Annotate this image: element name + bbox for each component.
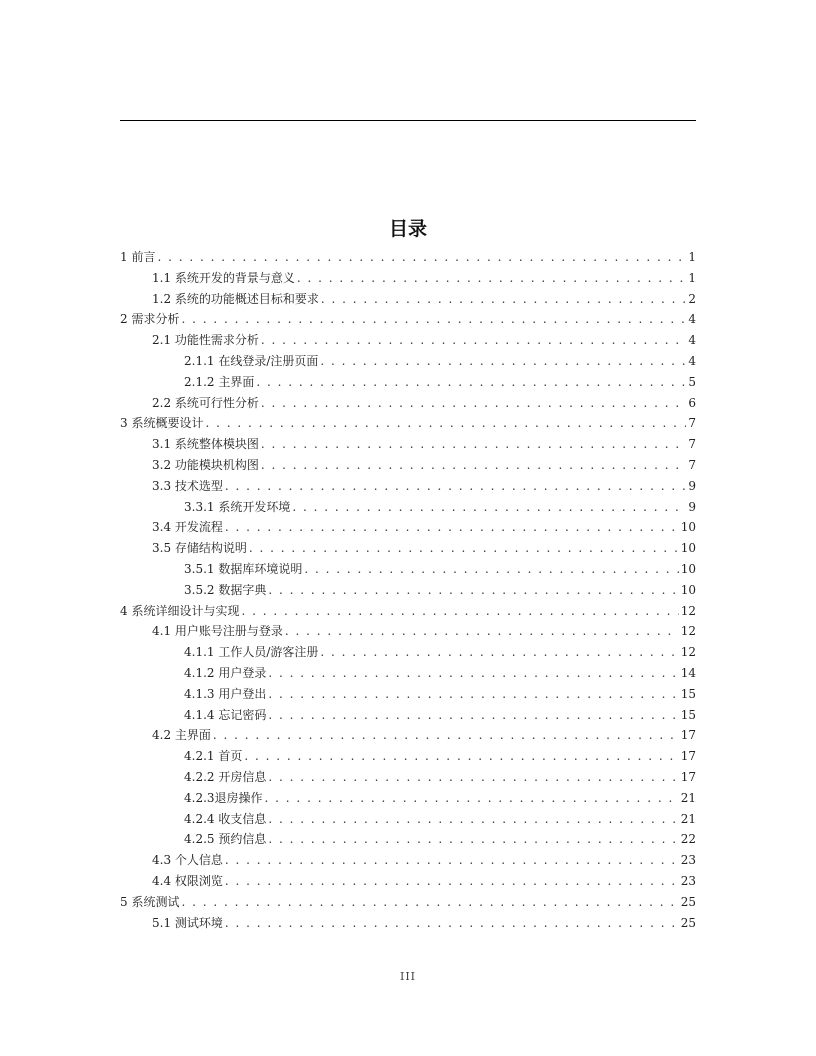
toc-entry[interactable] [120, 643, 696, 664]
toc-dot-leader [261, 396, 686, 410]
toc-dot-leader [244, 749, 678, 763]
toc-dot-leader [320, 645, 678, 659]
toc-dot-leader [225, 479, 686, 493]
toc-dot-leader [205, 416, 686, 430]
toc-entry-page: 10 [680, 561, 696, 576]
toc-entry[interactable] [120, 602, 696, 623]
toc-entry-page: 4 [688, 333, 696, 348]
toc-dot-leader [225, 853, 679, 867]
toc-entry[interactable] [120, 435, 696, 456]
toc-entry[interactable] [120, 810, 696, 831]
toc-entry-title: 5 系统测试 [120, 894, 180, 909]
toc-entry-title: 3 系统概要设计 [120, 416, 204, 431]
toc-entry-title: 1.1 系统开发的背景与意义 [152, 270, 295, 285]
toc-dot-leader [261, 458, 686, 472]
toc-entry-page: 7 [688, 416, 696, 431]
toc-entry[interactable] [120, 539, 696, 560]
toc-dot-leader [261, 333, 686, 347]
toc-entry-page: 7 [688, 437, 696, 452]
toc-entry-title: 4.2 主界面 [152, 728, 211, 743]
toc-entry[interactable] [120, 269, 696, 290]
toc-title: 目录 [388, 218, 427, 240]
toc-entry[interactable] [120, 331, 696, 352]
toc-entry[interactable] [120, 789, 696, 810]
toc-entry-title: 2.1 功能性需求分析 [152, 333, 259, 348]
toc-entry-title: 5.1 测试环境 [152, 915, 223, 930]
toc-entry-page: 10 [680, 582, 696, 597]
toc-entry-page: 23 [680, 873, 696, 888]
toc-entry-page: 15 [680, 707, 696, 722]
toc-entry-page: 1 [688, 250, 696, 264]
toc-entry[interactable] [120, 373, 696, 394]
toc-entry[interactable] [120, 290, 696, 311]
toc-entry[interactable] [120, 893, 696, 914]
toc-entry[interactable] [120, 664, 696, 685]
toc-entry-page: 17 [680, 769, 696, 784]
toc-entry-page: 25 [680, 915, 696, 930]
toc-dot-leader [268, 770, 678, 784]
toc-entry[interactable] [120, 851, 696, 872]
toc-entry-title: 2 需求分析 [120, 312, 180, 327]
toc-dot-leader [225, 916, 679, 930]
toc-entry-page: 2 [688, 291, 696, 306]
toc-entry-title: 2.1.1 在线登录/注册页面 [184, 353, 319, 368]
toc-entry-title: 4.2.5 预约信息 [184, 832, 267, 847]
toc-dot-leader [304, 562, 678, 576]
toc-dot-leader [268, 708, 678, 722]
toc-entry-page: 21 [680, 811, 696, 826]
toc-entry-page: 9 [688, 499, 696, 514]
toc-entry-title: 3.1 系统整体模块图 [152, 437, 259, 452]
toc-dot-leader [268, 812, 678, 826]
toc-entry-page: 21 [680, 790, 696, 805]
toc-entry-page: 10 [680, 541, 696, 556]
toc-entry-title: 1.2 系统的功能概述目标和要求 [152, 291, 319, 306]
toc-dot-leader [268, 583, 678, 597]
toc-dot-leader [181, 895, 678, 909]
toc-entry-page: 12 [680, 645, 696, 660]
toc-entry[interactable] [120, 394, 696, 415]
toc-entry[interactable] [120, 768, 696, 789]
toc-entry[interactable] [120, 685, 696, 706]
toc-dot-leader [285, 624, 679, 638]
toc-entry[interactable] [120, 498, 696, 519]
toc-entry-page: 1 [688, 270, 696, 285]
toc-entry[interactable] [120, 560, 696, 581]
toc-entry-title: 3.2 功能模块机构图 [152, 457, 259, 472]
toc-dot-leader [181, 312, 686, 326]
toc-dot-leader [256, 375, 686, 389]
toc-entry[interactable] [120, 414, 696, 435]
toc-entry-title: 4.3 个人信息 [152, 853, 223, 868]
toc-entry-page: 10 [680, 520, 696, 535]
toc-entry-page: 22 [680, 832, 696, 847]
toc-dot-leader [213, 728, 679, 742]
toc-dot-leader [321, 292, 686, 306]
toc-dot-leader [268, 666, 678, 680]
toc-entry[interactable] [120, 747, 696, 768]
toc-entry[interactable] [120, 352, 696, 373]
toc-dot-leader [249, 541, 679, 555]
page-number: III [399, 970, 417, 983]
toc-entry-page: 12 [680, 603, 696, 618]
toc-entry-page: 23 [680, 853, 696, 868]
toc-dot-leader [297, 271, 686, 285]
toc-entry-page: 9 [688, 478, 696, 493]
toc-entry[interactable] [120, 872, 696, 893]
toc-entry-title: 4.4 权限浏览 [152, 873, 223, 888]
toc-entry-title: 3.3 技术选型 [152, 478, 223, 493]
toc-entry-page: 5 [688, 374, 696, 389]
toc-dot-leader [157, 250, 686, 264]
toc-entry-page: 25 [680, 894, 696, 909]
toc-entry-page: 7 [688, 457, 696, 472]
toc-entry-title: 4.1.3 用户登出 [184, 686, 267, 701]
toc-dot-leader [225, 874, 679, 888]
toc-entry-title: 4.1 用户账号注册与登录 [152, 624, 283, 639]
toc-entry[interactable] [120, 518, 696, 539]
toc-dot-leader [261, 437, 686, 451]
toc-dot-leader [268, 832, 678, 846]
toc-entry[interactable] [120, 622, 696, 643]
toc-entry-page: 4 [688, 353, 696, 368]
toc-entry-page: 15 [680, 686, 696, 701]
toc-entry[interactable] [120, 248, 696, 269]
toc-entry-page: 17 [680, 749, 696, 764]
toc-entry[interactable] [120, 706, 696, 727]
toc-dot-leader [241, 604, 678, 618]
toc-entry-title: 4.2.4 收支信息 [184, 811, 267, 826]
toc-dot-leader [268, 687, 678, 701]
toc-dot-leader [292, 500, 686, 514]
toc-entry-title: 2.2 系统可行性分析 [152, 395, 259, 410]
toc-entry-title: 4 系统详细设计与实现 [120, 603, 240, 618]
toc-entry-page: 12 [680, 624, 696, 639]
toc-entry-page: 6 [688, 395, 696, 410]
toc-entry-page: 4 [688, 312, 696, 327]
toc-entry-page: 17 [680, 728, 696, 743]
toc-entry[interactable] [120, 477, 696, 498]
toc-entry[interactable] [120, 310, 696, 331]
toc-entry-title: 3.5 存储结构说明 [152, 541, 247, 556]
toc-entry[interactable] [120, 914, 696, 935]
toc-dot-leader [225, 520, 679, 534]
toc-dot-leader [320, 354, 686, 368]
toc-entry-title: 4.2.1 首页 [184, 749, 243, 764]
toc-entry-title: 3.3.1 系统开发环境 [184, 499, 291, 514]
toc-entry-title: 4.1.2 用户登录 [184, 665, 267, 680]
table-of-contents [120, 248, 696, 934]
toc-entry-title: 4.1.4 忘记密码 [184, 707, 267, 722]
toc-entry-title: 3.5.2 数据字典 [184, 582, 267, 597]
toc-entry[interactable] [120, 726, 696, 747]
toc-entry-title: 4.1.1 工作人员/游客注册 [184, 645, 319, 660]
toc-entry-title: 4.2.3退房操作 [184, 790, 263, 805]
toc-entry[interactable] [120, 456, 696, 477]
toc-dot-leader [265, 791, 679, 805]
toc-entry[interactable] [120, 581, 696, 602]
toc-entry[interactable] [120, 830, 696, 851]
toc-entry-title: 3.5.1 数据库环境说明 [184, 561, 303, 576]
toc-entry-title: 4.2.2 开房信息 [184, 769, 267, 784]
toc-entry-title: 2.1.2 主界面 [184, 374, 255, 389]
toc-entry-title: 1 前言 [120, 250, 156, 264]
toc-entry-page: 14 [680, 665, 696, 680]
header-rule [120, 120, 696, 121]
toc-entry-title: 3.4 开发流程 [152, 520, 223, 535]
